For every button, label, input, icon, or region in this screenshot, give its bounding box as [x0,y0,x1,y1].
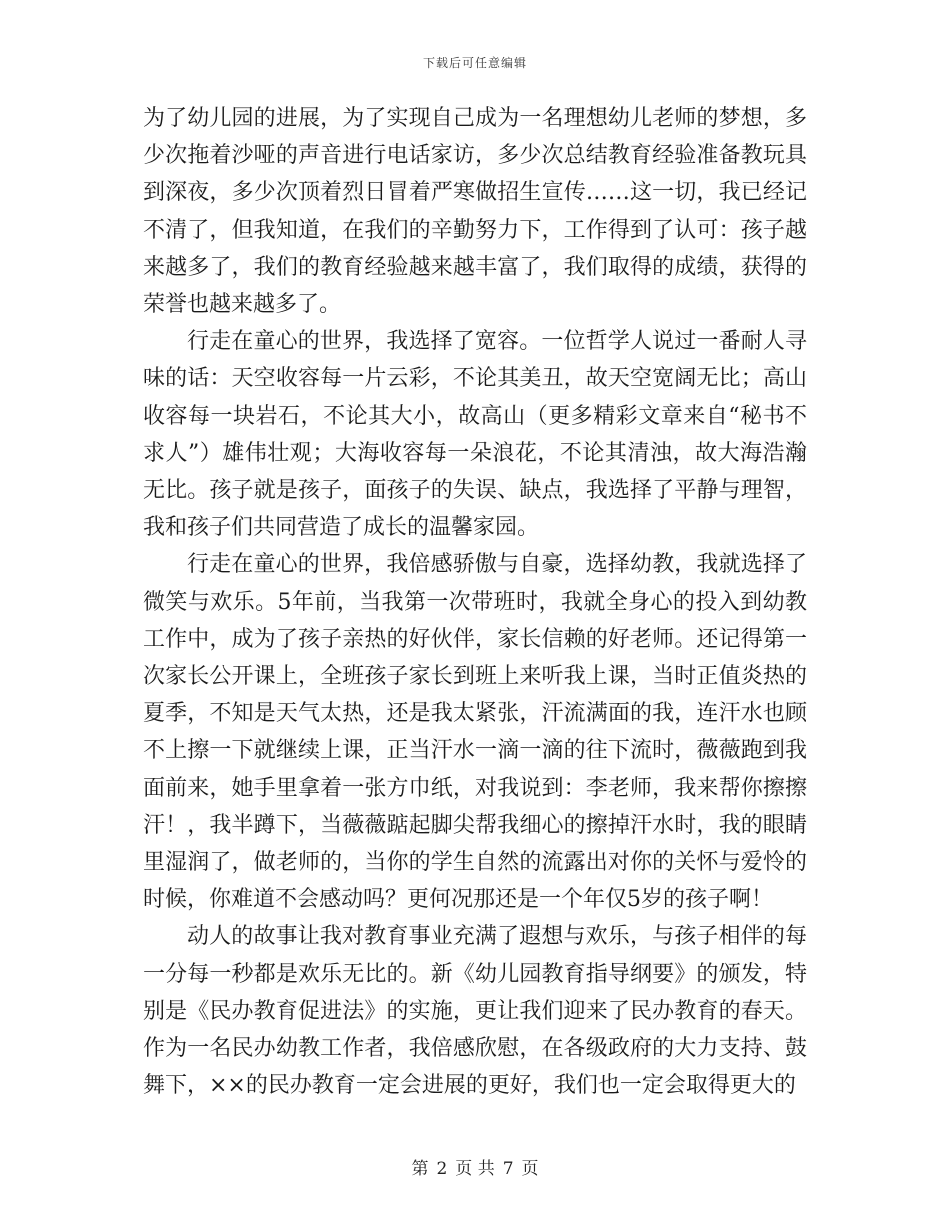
document-body [143,100,807,1104]
paragraph-2: 行走在童心的世界，我选择了宽容。一位哲学人说过一番耐人寻味的话：天空收容每一片云彩，不论其美丑，故天空宽阔无比；高山收容每一块岩石，不论其大小，故高山（更多精彩文章来自“秘书不求人”）雄伟壮观；大海收容每一朵浪花，不论其清浊，故大海浩瀚无比。孩子就是孩子，面孩子的失误、缺点，我选择了平静与理智，我和孩子们共同营造了成长的温馨家园。 [143,329,807,541]
paragraph-1: 为了幼儿园的进展，为了实现自己成为一名理想幼儿老师的梦想，多少次拖着沙哑的声音进行电话家访，多少次总结教育经验准备教玩具到深夜，多少次顶着烈日冒着严寒做招生宣传……这一切，我已经记不清了，但我知道，在我们的辛勤努力下，工作得到了认可：孩子越来越多了，我们的教育经验越来越丰富了，我们取得的成绩，获得的荣誉也越来越多了。 [143,106,807,318]
paragraph-4: 动人的故事让我对教育事业充满了遐想与欢乐，与孩子相伴的每一分每一秒都是欢乐无比的。新《幼儿园教育指导纲要》的颁发，特别是《民办教育促进法》的实施，更让我们迎来了民办教育的春天。作为一名民办幼教工作者，我倍感欣慰，在各级政府的大力支持、鼓舞下，××的民办教育一定会进展的更好，我们也一定会取得更大的 [143,924,807,1099]
page-number: 2 [436,1159,448,1179]
footer-prefix: 第 [411,1159,429,1179]
paragraph-3: 行走在童心的世界，我倍感骄傲与自豪，选择幼教，我就选择了微笑与欢乐。5年前，当我第一次带班时，我就全身心的投入到幼教工作中，成为了孩子亲热的好伙伴，家长信赖的好老师。还记得第一次家长公开课上，全班孩子家长到班上来听我上课，当时正值炎热的夏季，不知是天气太热，还是我太紧张，汗流满面的我，连汗水也顾不上擦一下就继续上课，正当汗水一滴一滴的往下流时，薇薇跑到我面前来，她手里拿着一张方巾纸，对我说到：李老师，我来帮你擦擦汗！，我半蹲下，当薇薇踮起脚尖帮我细心的擦掉汗水时，我的眼睛里湿润了，做老师的，当你的学生自然的流露出对你的关怀与爱怜的时候，你难道不会感动吗？更何况那还是一个年仅5岁的孩子啊！ [143,552,807,913]
footer-suffix: 页 [521,1159,539,1179]
page-footer [0,1154,950,1179]
header-text: 下载后可任意编辑 [422,56,527,70]
total-pages: 7 [502,1159,514,1179]
footer-middle: 页 共 [455,1159,495,1179]
page-header [0,54,950,71]
